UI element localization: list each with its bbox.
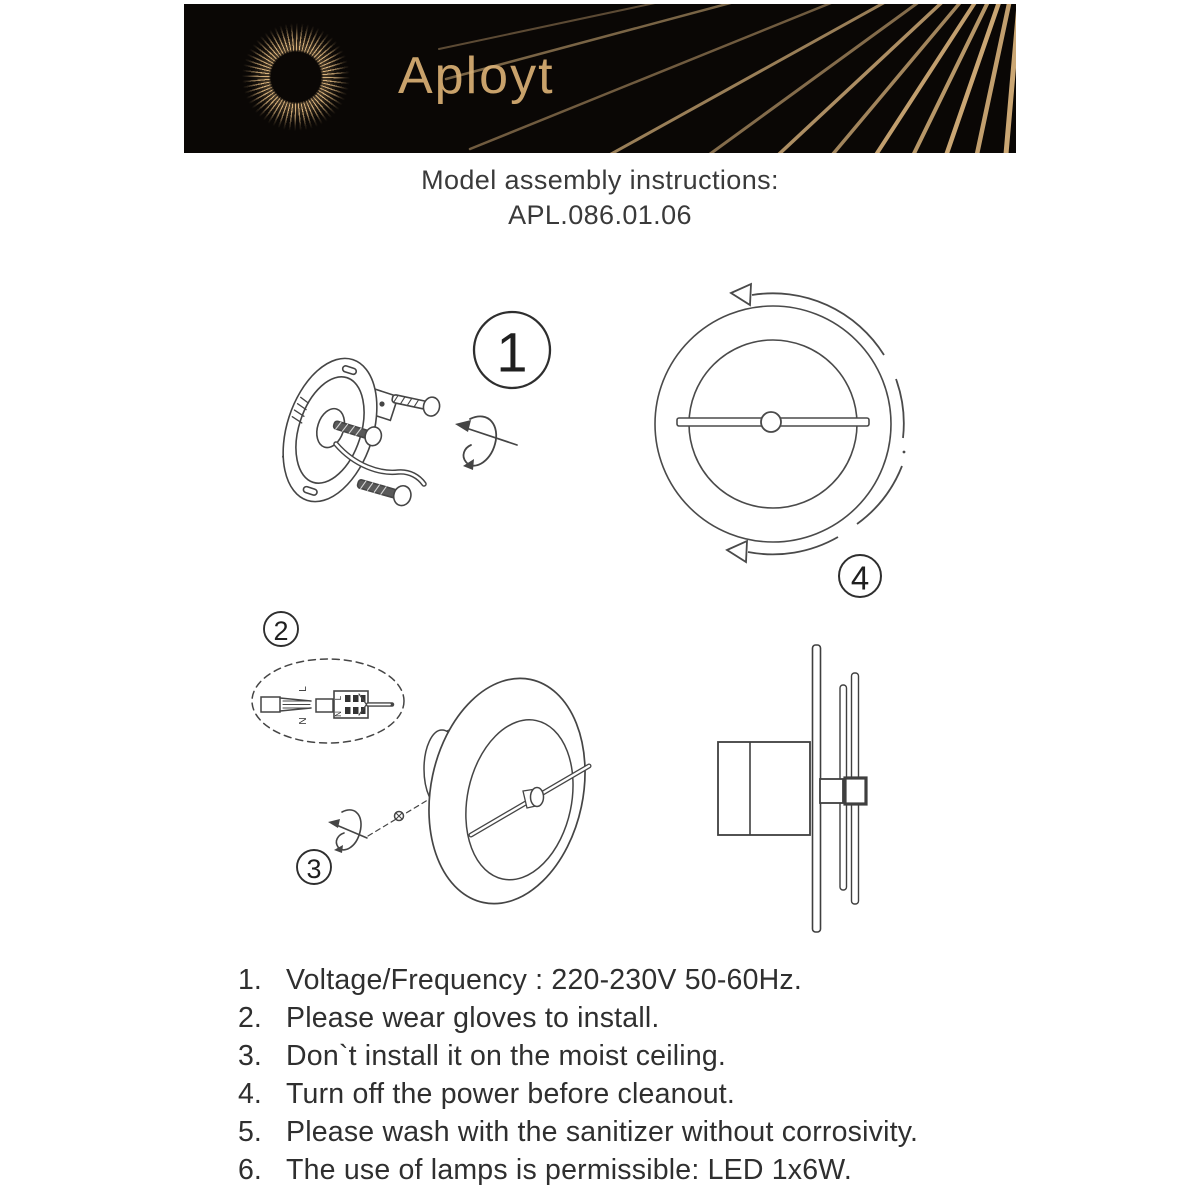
sun-rays-icon [556,4,1016,153]
item-text: Please wear gloves to install. [286,1002,660,1034]
item-text: Turn off the power before cleanout. [286,1078,736,1110]
lamp-hub [761,412,781,432]
page-title [0,163,1200,233]
item-text: Voltage/Frequency : 220-230V 50-60Hz. [286,964,802,996]
step-2-badge [264,612,298,646]
item-number: 5. [238,1116,262,1148]
step-4-badge [839,555,881,597]
sunburst-logo-icon [220,4,372,153]
item-text: Don`t install it on the moist ceiling. [286,1040,727,1072]
rotate-arrow-icon [455,416,517,470]
step-3-badge [297,850,331,884]
list-item [238,1004,1002,1032]
title-line1: Model assembly instructions: [421,165,779,195]
screw [390,389,441,418]
instruction-list [238,966,1002,1194]
block-label-neutral: N [334,711,343,717]
item-number: 4. [238,1078,262,1110]
wall-mount-cylinder [718,742,810,835]
hub-block [845,778,866,804]
supply-wire-leads [261,686,311,725]
diagram-step2-3-wiring-body [245,590,665,910]
brand-name: Aployt [398,46,555,105]
brand-header [184,4,1016,153]
diagram-step1-mounting-plate [235,285,565,560]
disc-hub [523,788,544,809]
hub-block [820,779,843,803]
list-item [238,1042,1002,1070]
diagram-step4-rotation [640,258,930,608]
diagram-side-view [700,630,880,920]
item-number: 1. [238,964,262,996]
item-text: Please wash with the sanitizer without corrosivity. [286,1116,919,1148]
rotate-arrow-icon [328,810,367,853]
step-3-number: 3 [306,854,322,884]
step-1-number: 1 [496,320,528,384]
model-code: APL.086.01.06 [508,200,692,230]
step-1-badge [474,312,550,388]
item-number: 6. [238,1154,262,1186]
terminal-block [316,691,392,718]
list-item [238,1118,1002,1146]
block-label-live: L [334,695,343,701]
list-item [238,1156,1002,1184]
wire-label-neutral: N [298,717,309,725]
wire-label-live: L [298,686,309,692]
list-item [238,966,1002,994]
screw [355,473,413,507]
list-item [238,1080,1002,1108]
step-2-number: 2 [273,616,289,646]
lamp-disc [409,664,605,919]
item-number: 3. [238,1040,262,1072]
item-number: 2. [238,1002,262,1034]
item-text: The use of lamps is permissible: LED 1x6W. [286,1154,852,1186]
step-4-number: 4 [850,559,870,597]
